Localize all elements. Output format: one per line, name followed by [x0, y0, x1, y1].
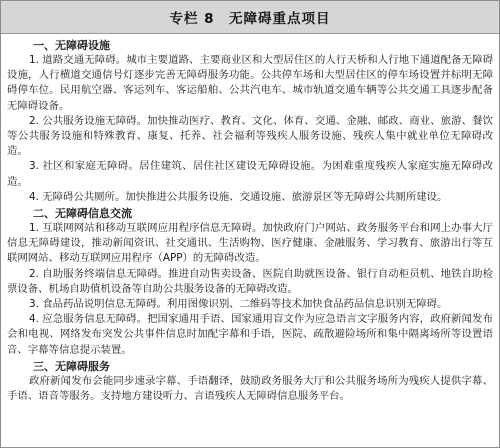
- paragraph: [7, 267, 493, 297]
- section-heading: 一、无障碍设施: [33, 39, 110, 52]
- paragraph: [7, 374, 493, 404]
- item-lead: 2. 自助服务终端信息无障碍。: [29, 267, 169, 280]
- item-text: 利用图像识别、二维码等技术加快食品药品信息识别无障碍。: [166, 298, 448, 311]
- section-heading: 三、无障碍服务: [33, 359, 110, 373]
- item-text: 加快政府门户网站、政务服务平台和网上办事大厅信息无障碍建设，推动新闻资讯、社交通讯、生活购物、医疗健康、金融服务、学习教育、旅游出行等互联网网站、移动互联网应用程序（APP）的无障碍改造。: [7, 222, 494, 265]
- box-content: [1, 34, 499, 404]
- item-lead: 4. 无障碍公共厕所。: [29, 190, 126, 203]
- item-text: 推进自动售卖设备、医院自助就医设备、银行自动柜员机、地铁自助检票设备、机场自助值机设备等自助公共服务设备的无障碍改造。: [7, 267, 493, 295]
- item-text: 政府新闻发布会能同步速录字幕、手语翻译，鼓励政务服务大厅和公共服务场所为残疾人提供字幕、手语、语音等服务。支持地方建设听力、言语残疾人无障碍信息服务平台。: [7, 374, 493, 403]
- item-text: 把国家通用手语、国家通用盲文作为应急语言文字服务内容，政府新闻发布会和电视、网络发布突发公共事件信息时加配字幕和手语，医院、疏散避险场所和集中隔离场所等设置语音、字幕等信息提示装置。: [7, 313, 494, 356]
- item-lead: 2. 公共服务设施无障碍。: [29, 114, 148, 127]
- paragraph: [7, 114, 493, 160]
- box-title-bar: [1, 1, 499, 34]
- paragraph: [7, 221, 493, 267]
- paragraph: [7, 53, 493, 114]
- item-lead: 1. 互联网网站和移动互联网应用程序信息无障碍。: [29, 222, 263, 235]
- item-text: 加快推动医疗、教育、文化、体育、交通、金融、邮政、商业、旅游、餐饮等公共服务设施和特殊教育、康复、托养、社会福利等残疾人服务设施、残疾人集中就业单位无障碍改造。: [7, 114, 494, 158]
- paragraph: [7, 312, 493, 358]
- section-heading: 二、无障碍信息交流: [33, 207, 132, 221]
- paragraph: [7, 190, 493, 205]
- item-lead: 4. 应急服务信息无障碍。: [29, 313, 148, 326]
- box-title: 专栏 8 无障碍重点项目: [169, 11, 331, 27]
- item-text: 加快推进公共服务设施、交通设施、旅游景区等无障碍公共厕所建设。: [125, 190, 448, 203]
- item-lead: 3. 食品药品说明信息无障碍。: [29, 298, 167, 311]
- paragraph: [7, 159, 493, 189]
- item-lead: 3. 社区和家庭无障碍。: [29, 160, 140, 173]
- item-text: 居住建筑、居住社区建设无障碍设施。为困难重度残疾人家庭实施无障碍改造。: [7, 160, 493, 188]
- item-text: 城市主要道路、主要商业区和大型居住区的人行天桥和人行地下通道配备无障碍设施，人行横道交通信号灯逐步完善无障碍服务功能。公共停车场和大型居住区的停车场设置并标明无障碍停车位。民用航空器、客运列车、客运船舶、公共汽电车、城市轨道交通车辆等公共交通工具逐步配备无障碍设备。: [7, 54, 494, 112]
- paragraph: [7, 297, 493, 312]
- item-lead: 1. 道路交通无障碍。: [29, 54, 127, 66]
